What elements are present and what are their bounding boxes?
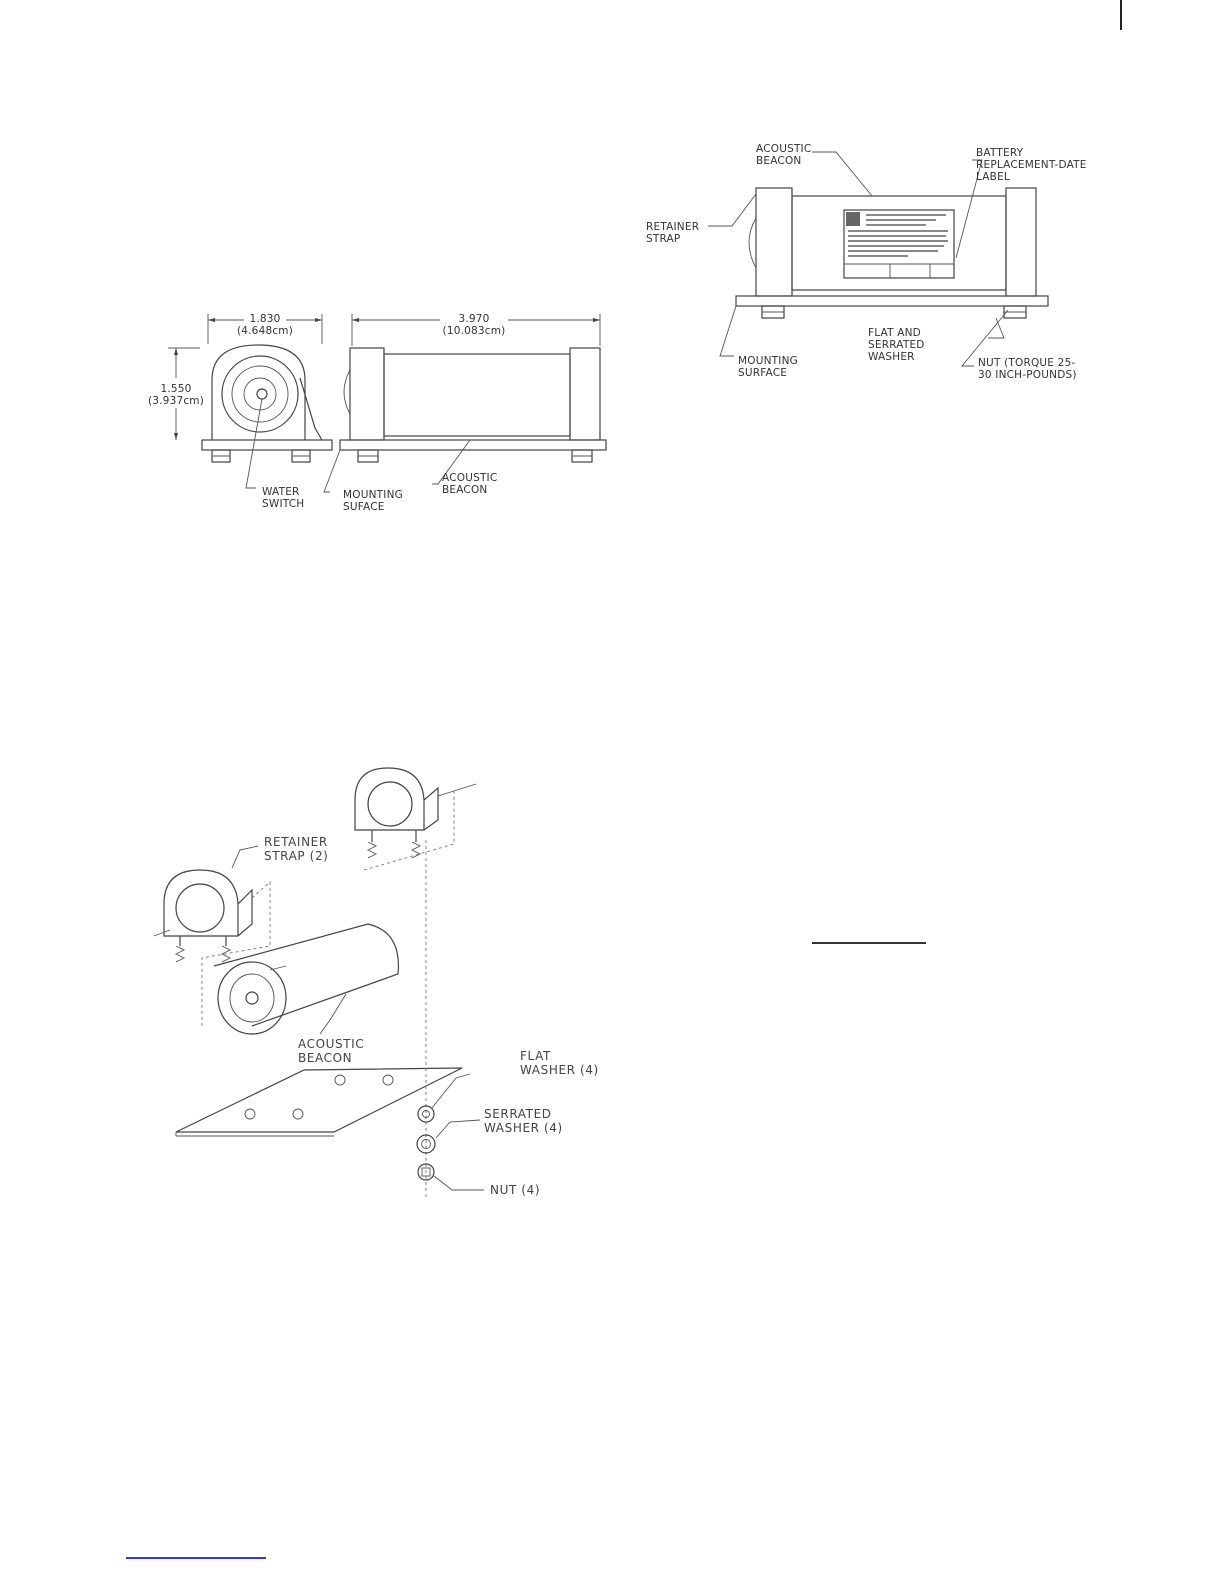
- fastener-stack: [417, 840, 435, 1200]
- front-retainer-strap: [154, 870, 270, 1026]
- installed-mounting-surface-label: MOUNTING SURFACE: [738, 355, 798, 379]
- length-dimension: [352, 313, 600, 346]
- length-cm: (10.083cm): [442, 325, 506, 337]
- end-view: [202, 345, 332, 462]
- flat-washer-label: FLAT WASHER (4): [520, 1049, 599, 1077]
- exploded-retainer-strap-label: RETAINER STRAP (2): [264, 835, 329, 863]
- width-inches: 1.830: [249, 313, 281, 325]
- page-edge-rule: [1120, 0, 1122, 30]
- serrated-washer-label: SERRATED WASHER (4): [484, 1107, 563, 1135]
- footer-rule: [126, 1557, 266, 1559]
- exploded-acoustic-beacon: [214, 924, 398, 1034]
- height-dimension: [148, 348, 204, 440]
- exploded-view-drawing: [140, 760, 620, 1210]
- flat-serrated-washer-label: FLAT AND SERRATED WASHER: [868, 327, 925, 363]
- height-inches: 1.550: [160, 383, 192, 395]
- length-inches: 3.970: [458, 313, 490, 325]
- installed-retainer-strap-label: RETAINER STRAP: [646, 221, 700, 245]
- dimension-drawing: [140, 300, 620, 530]
- side-view: [340, 348, 606, 462]
- nut-torque-label: NUT (TORQUE 25- 30 INCH-POUNDS): [978, 357, 1077, 381]
- height-cm: (3.937cm): [147, 395, 205, 407]
- width-cm: (4.648cm): [236, 325, 294, 337]
- mounting-plate: [176, 1068, 462, 1136]
- width-dimension: [208, 313, 322, 344]
- battery-replacement-date-label: BATTERY REPLACEMENT-DATE LABEL: [976, 147, 1087, 183]
- exploded-acoustic-beacon-label: ACOUSTIC BEACON: [298, 1037, 365, 1065]
- acoustic-beacon-label: ACOUSTIC BEACON: [442, 472, 498, 496]
- right-column-rule: [812, 942, 926, 944]
- nut-label: NUT (4): [490, 1183, 541, 1197]
- installed-beacon: [736, 188, 1048, 318]
- mounting-surface-label: MOUNTING SUFACE: [343, 489, 403, 513]
- installed-view-drawing: [640, 130, 1110, 390]
- rear-retainer-strap: [355, 768, 476, 870]
- installed-acoustic-beacon-label: ACOUSTIC BEACON: [756, 143, 812, 167]
- water-switch-label: WATER SWITCH: [262, 486, 305, 510]
